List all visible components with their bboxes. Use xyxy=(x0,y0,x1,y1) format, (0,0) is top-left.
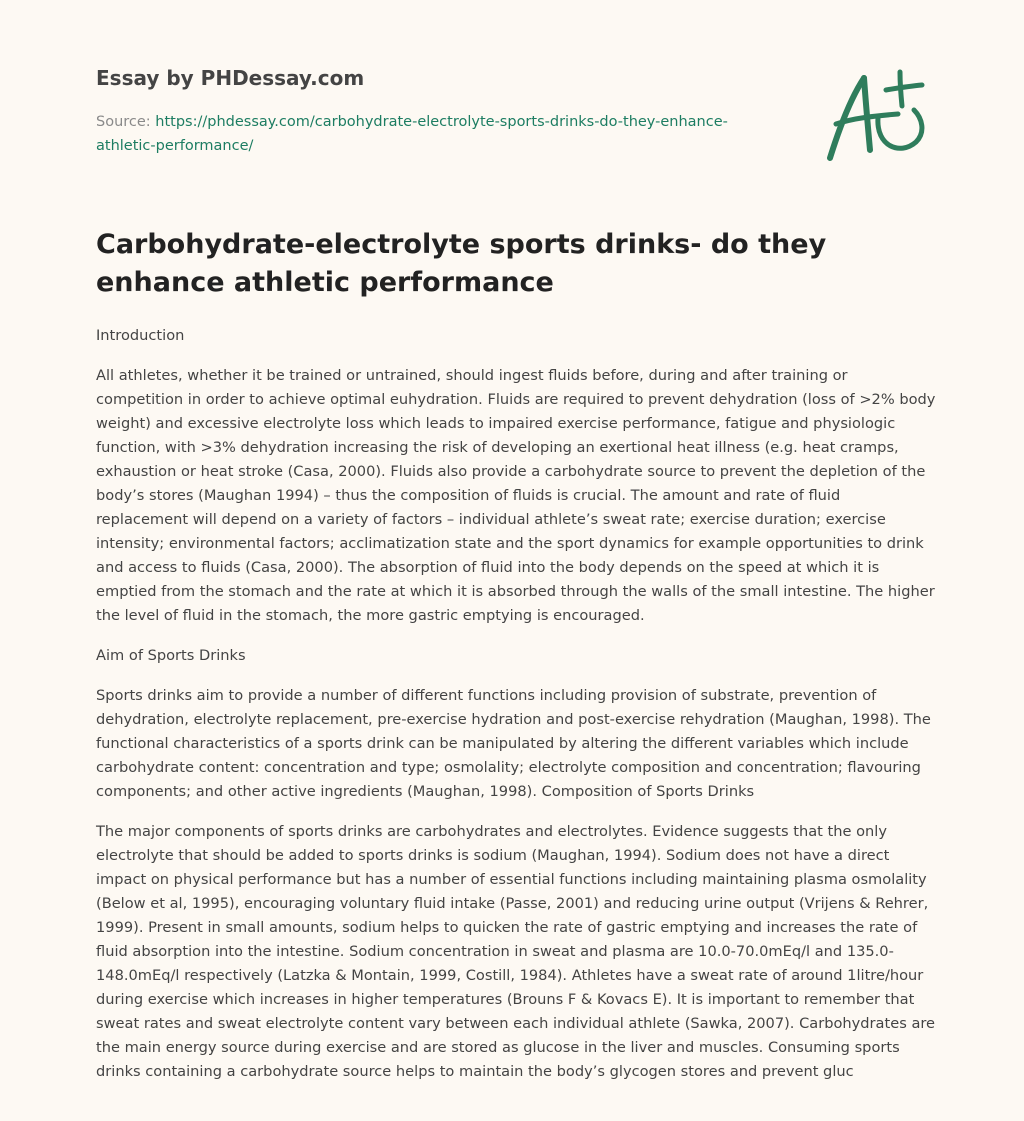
paragraph: The major components of sports drinks are carbohydrates and electrolytes. Evidence suggests that the only electrolyte that should be added to sports drinks is sodium (Maughan, 1994). Sodium does not have a direct impact on physical performance but has a number of essential functions including maintaining plasma osmolality (Below et al, 1995), encouraging voluntary fluid intake (Passe, 2001) and reducing urine output (Vrijens & Rehrer, 1999). Present in small amounts, sodium helps to quicken the rate of gastric emptying and increases the rate of fluid absorption into the intestine. Sodium concentration in sweat and plasma are 10.0-70.0mEq/l and 135.0-148.0mEq/l respectively (Latzka & Montain, 1999, Costill, 1984). Athletes have a sweat rate of around 1litre/hour during exercise which increases in higher temperatures (Brouns F & Kovacs E). It is important to remember that sweat rates and sweat electrolyte content vary between each individual athlete (Sawka, 2007). Carbohydrates are the main energy source during exercise and are stored as glucose in the liver and muscles. Consuming sports drinks containing a carbohydrate source helps to maintain the body’s glycogen stores and prevent gluc xyxy=(96,823,936,1080)
essay-title: Carbohydrate-electrolyte sports drinks- do they enhance athletic performance xyxy=(96,229,827,298)
source-line xyxy=(96,110,756,158)
source-link[interactable]: https://phdessay.com/carbohydrate-electrolyte-sports-drinks-do-they-enhance-athletic-performance/ xyxy=(96,114,728,154)
site-brand: Essay by PHDessay.com xyxy=(96,66,365,90)
a-plus-logo-icon xyxy=(818,66,930,166)
section-heading: Aim of Sports Drinks xyxy=(96,647,246,664)
paragraph: All athletes, whether it be trained or untrained, should ingest fluids before, during and after training or competition in order to achieve optimal euhydration. Fluids are required to prevent dehydration (loss of >2% body weight) and excessive electrolyte loss which leads to impaired exercise performance, fatigue and physiologic function, with >3% dehydration increasing the risk of developing an exertional heat illness (e.g. heat cramps, exhaustion or heat stroke (Casa, 2000). Fluids also provide a carbohydrate source to prevent the depletion of the body’s stores (Maughan 1994) – thus the composition of fluids is crucial. The amount and rate of fluid replacement will depend on a variety of factors – individual athlete’s sweat rate; exercise duration; exercise intensity; environmental factors; acclimatization state and the sport dynamics for example opportunities to drink and access to fluids (Casa, 2000). The absorption of fluid into the body depends on the speed at which it is emptied from the stomach and the rate at which it is absorbed through the walls of the small intestine. The higher the level of fluid in the stomach, the more gastric emptying is encouraged. xyxy=(96,367,936,624)
paragraph: Sports drinks aim to provide a number of different functions including provision of substrate, prevention of dehydration, electrolyte replacement, pre-exercise hydration and post-exercise rehydration (Maughan, 1998). The functional characteristics of a sports drink can be manipulated by altering the different variables which include carbohydrate content: concentration and type; osmolality; electrolyte composition and concentration; flavouring components; and other active ingredients (Maughan, 1998). Composition of Sports Drinks xyxy=(96,687,931,800)
page-header xyxy=(96,64,796,158)
essay-body xyxy=(96,324,936,1100)
section-heading: Introduction xyxy=(96,327,185,344)
source-label: Source: xyxy=(96,114,151,130)
